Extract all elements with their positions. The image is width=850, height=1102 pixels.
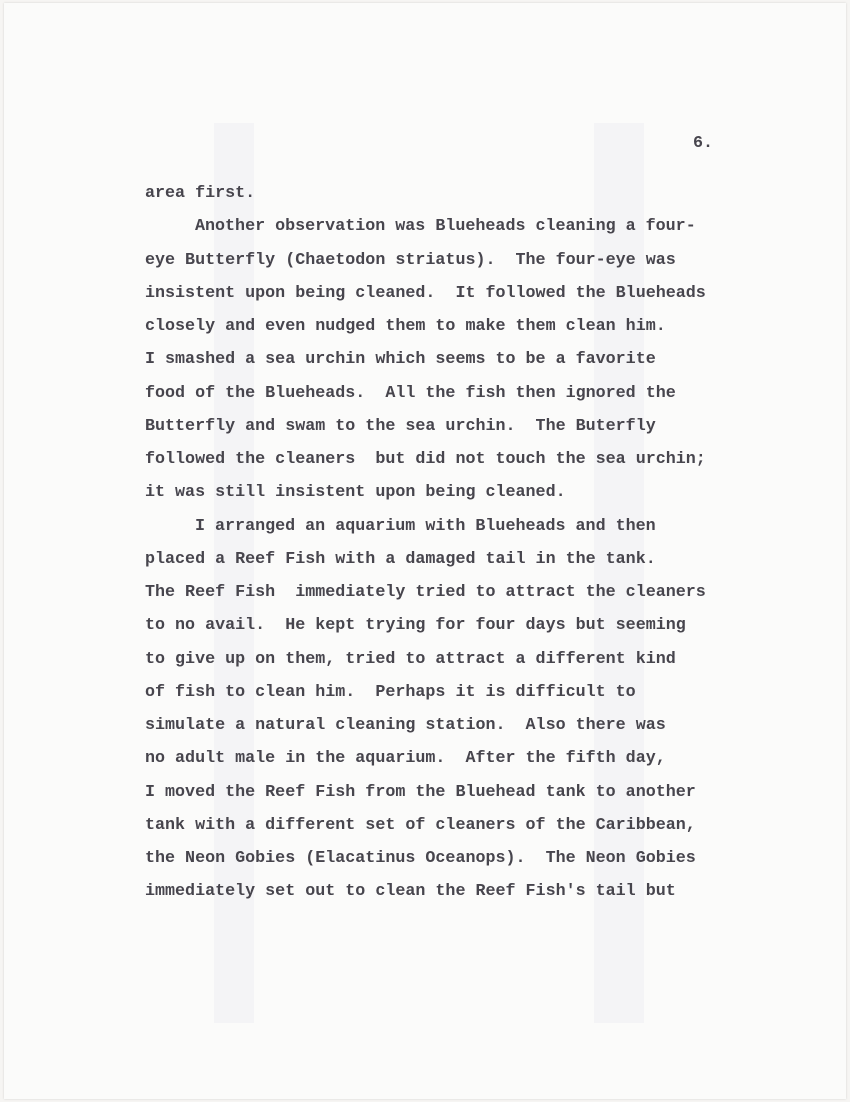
- text-line: eye Butterfly (Chaetodon striatus). The four-eye was: [145, 250, 676, 270]
- text-line: it was still insistent upon being cleaned.: [145, 483, 566, 503]
- text-line: of fish to clean him. Perhaps it is difficult to: [145, 682, 636, 702]
- text-line: insistent upon being cleaned. It followed the Blueheads: [145, 283, 706, 303]
- text-line: the Neon Gobies (Elacatinus Oceanops). The Neon Gobies: [145, 849, 696, 868]
- text-line: to no avail. He kept trying for four days but seeming: [145, 616, 686, 636]
- text-line: to give up on them, tried to attract a different kind: [145, 649, 676, 669]
- text-line: followed the cleaners but did not touch the sea urchin;: [145, 450, 706, 469]
- text-line: food of the Blueheads. All the fish then ignored the: [145, 383, 676, 403]
- text-line: Butterfly and swam to the sea urchin. The Buterfly: [145, 416, 656, 436]
- text-line: immediately set out to clean the Reef Fish's tail but: [145, 882, 676, 902]
- text-line: placed a Reef Fish with a damaged tail in the tank.: [145, 549, 656, 569]
- text-line: simulate a natural cleaning station. Also there was: [145, 716, 666, 735]
- text-line: I smashed a sea urchin which seems to be a favorite: [145, 350, 656, 370]
- text-line: closely and even nudged them to make them clean him.: [145, 317, 666, 336]
- text-line: Another observation was Blueheads cleaning a four-: [195, 217, 696, 237]
- page-number: 6.: [693, 134, 714, 153]
- text-line: no adult male in the aquarium. After the fifth day,: [145, 749, 666, 769]
- text-line: I moved the Reef Fish from the Bluehead tank to another: [145, 782, 696, 802]
- text-line: I arranged an aquarium with Blueheads and then: [195, 516, 656, 536]
- text-line: area first.: [145, 184, 256, 203]
- text-line: The Reef Fish immediately tried to attract the cleaners: [145, 583, 706, 602]
- text-line: tank with a different set of cleaners of the Caribbean,: [145, 815, 696, 835]
